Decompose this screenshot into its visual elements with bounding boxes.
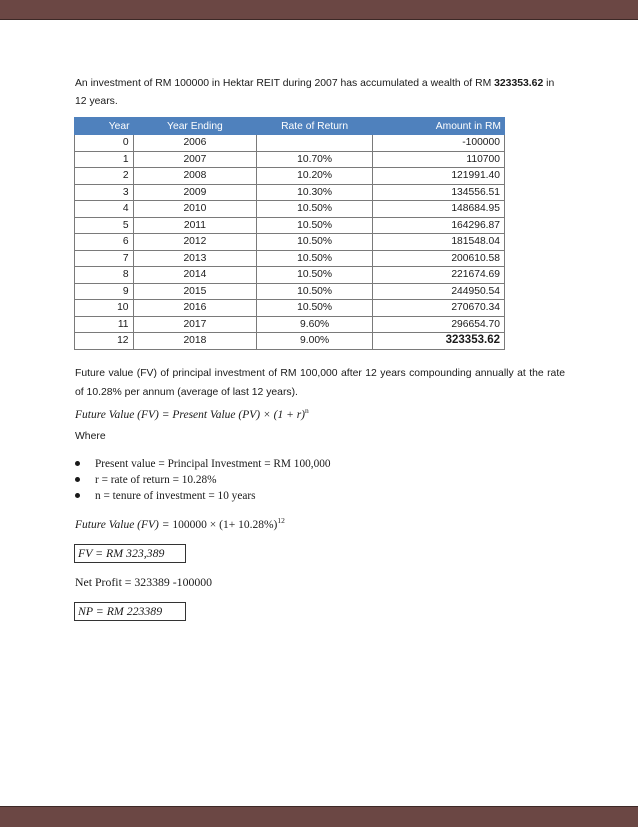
header-amount: Amount in RM (372, 118, 504, 135)
bullet-text: Present value = Principal Investment = RM 100,000 (95, 458, 331, 470)
top-decorative-band (0, 0, 638, 20)
cell-rate-of-return: 10.20% (257, 168, 373, 185)
cell-rate-of-return: 10.70% (257, 151, 373, 168)
cell-year: 5 (75, 217, 134, 234)
cell-year: 3 (75, 184, 134, 201)
bullet-text: n = tenure of investment = 10 years (95, 490, 256, 502)
cell-amount: 181548.04 (372, 234, 504, 251)
header-year-ending: Year Ending (133, 118, 257, 135)
future-value-calculation (75, 516, 285, 531)
cell-year-ending: 2009 (133, 184, 257, 201)
bullet-text: r = rate of return = 10.28% (95, 474, 217, 486)
bottom-decorative-band (0, 806, 638, 827)
cell-amount: 148684.95 (372, 201, 504, 218)
cell-year: 10 (75, 300, 134, 317)
cell-rate-of-return: 10.50% (257, 201, 373, 218)
table-row (75, 250, 505, 267)
table-row (75, 184, 505, 201)
table-body (75, 135, 505, 350)
cell-year-ending: 2010 (133, 201, 257, 218)
cell-year-ending: 2012 (133, 234, 257, 251)
cell-amount: -100000 (372, 135, 504, 152)
formula-exponent: n (305, 406, 309, 415)
table-row (75, 300, 505, 317)
formula-text: Future Value (FV) = Present Value (PV) × (1 + r) (75, 408, 306, 421)
cell-amount: 296654.70 (372, 316, 504, 333)
cell-year-ending: 2018 (133, 333, 257, 350)
cell-year-ending: 2013 (133, 250, 257, 267)
cell-year: 0 (75, 135, 134, 152)
cell-year-ending: 2017 (133, 316, 257, 333)
cell-amount: 121991.40 (372, 168, 504, 185)
cell-year-ending: 2015 (133, 283, 257, 300)
intro-highlight-amount: 323353.62 (494, 78, 544, 89)
fv-result-box (74, 544, 186, 563)
cell-rate-of-return: 10.50% (257, 283, 373, 300)
net-profit-line: Net Profit = 323389 -100000 (75, 575, 213, 589)
list-item (75, 472, 331, 488)
table-header-row (75, 118, 505, 135)
np-result-box (74, 602, 186, 621)
np-result-text: NP = RM 223389 (78, 604, 163, 618)
header-year: Year (75, 118, 134, 135)
investment-table (74, 117, 505, 350)
cell-year-ending: 2007 (133, 151, 257, 168)
variable-list (75, 456, 331, 504)
cell-year: 9 (75, 283, 134, 300)
cell-year: 2 (75, 168, 134, 185)
cell-rate-of-return: 10.50% (257, 267, 373, 284)
cell-amount: 134556.51 (372, 184, 504, 201)
list-item (75, 456, 331, 472)
table-row (75, 168, 505, 185)
cell-year: 8 (75, 267, 134, 284)
cell-amount: 110700 (372, 151, 504, 168)
bullet-icon (75, 477, 80, 482)
list-item (75, 488, 331, 504)
cell-amount: 221674.69 (372, 267, 504, 284)
cell-rate-of-return: 10.50% (257, 250, 373, 267)
cell-rate-of-return: 10.50% (257, 217, 373, 234)
table-row (75, 267, 505, 284)
cell-year-ending: 2008 (133, 168, 257, 185)
table-row (75, 234, 505, 251)
cell-rate-of-return: 10.50% (257, 234, 373, 251)
cell-rate-of-return: 9.00% (257, 333, 373, 350)
table-row (75, 316, 505, 333)
bullet-icon (75, 461, 80, 466)
cell-amount: 164296.87 (372, 217, 504, 234)
table-row (75, 333, 505, 350)
cell-rate-of-return: 9.60% (257, 316, 373, 333)
cell-year: 12 (75, 333, 134, 350)
cell-year: 1 (75, 151, 134, 168)
cell-year: 7 (75, 250, 134, 267)
intro-text-before: An investment of RM 100000 in Hektar REIT during 2007 has accumulated a wealth of RM (75, 78, 495, 89)
future-value-formula (75, 406, 309, 421)
table-row (75, 217, 505, 234)
table-row (75, 201, 505, 218)
fv-result-text: FV = RM 323,389 (78, 546, 165, 560)
calculation-lhs: Future Value (FV) = (75, 518, 173, 531)
cell-year-ending: 2014 (133, 267, 257, 284)
cell-rate-of-return: 10.30% (257, 184, 373, 201)
cell-year: 11 (75, 316, 134, 333)
intro-paragraph (75, 75, 565, 111)
cell-amount: 323353.62 (372, 333, 504, 350)
cell-amount: 200610.58 (372, 250, 504, 267)
cell-amount: 244950.54 (372, 283, 504, 300)
table-row (75, 283, 505, 300)
intro-text-after: in 12 years. (75, 78, 555, 107)
cell-year: 4 (75, 201, 134, 218)
cell-rate-of-return: 10.50% (257, 300, 373, 317)
calculation-rhs: 100000 × (1+ 10.28%) (172, 518, 278, 531)
table-row (75, 135, 505, 152)
header-rate-of-return: Rate of Return (257, 118, 373, 135)
cell-year-ending: 2016 (133, 300, 257, 317)
cell-rate-of-return (257, 135, 373, 152)
future-value-paragraph: Future value (FV) of principal investment of RM 100,000 after 12 years compounding annually at the rate of 10.28% per annum (average of last 12 years). (75, 368, 565, 398)
bullet-icon (75, 493, 80, 498)
cell-year-ending: 2011 (133, 217, 257, 234)
table-row (75, 151, 505, 168)
where-label: Where (75, 431, 106, 442)
cell-year-ending: 2006 (133, 135, 257, 152)
cell-year: 6 (75, 234, 134, 251)
cell-amount: 270670.34 (372, 300, 504, 317)
calculation-exponent: 12 (277, 516, 285, 525)
